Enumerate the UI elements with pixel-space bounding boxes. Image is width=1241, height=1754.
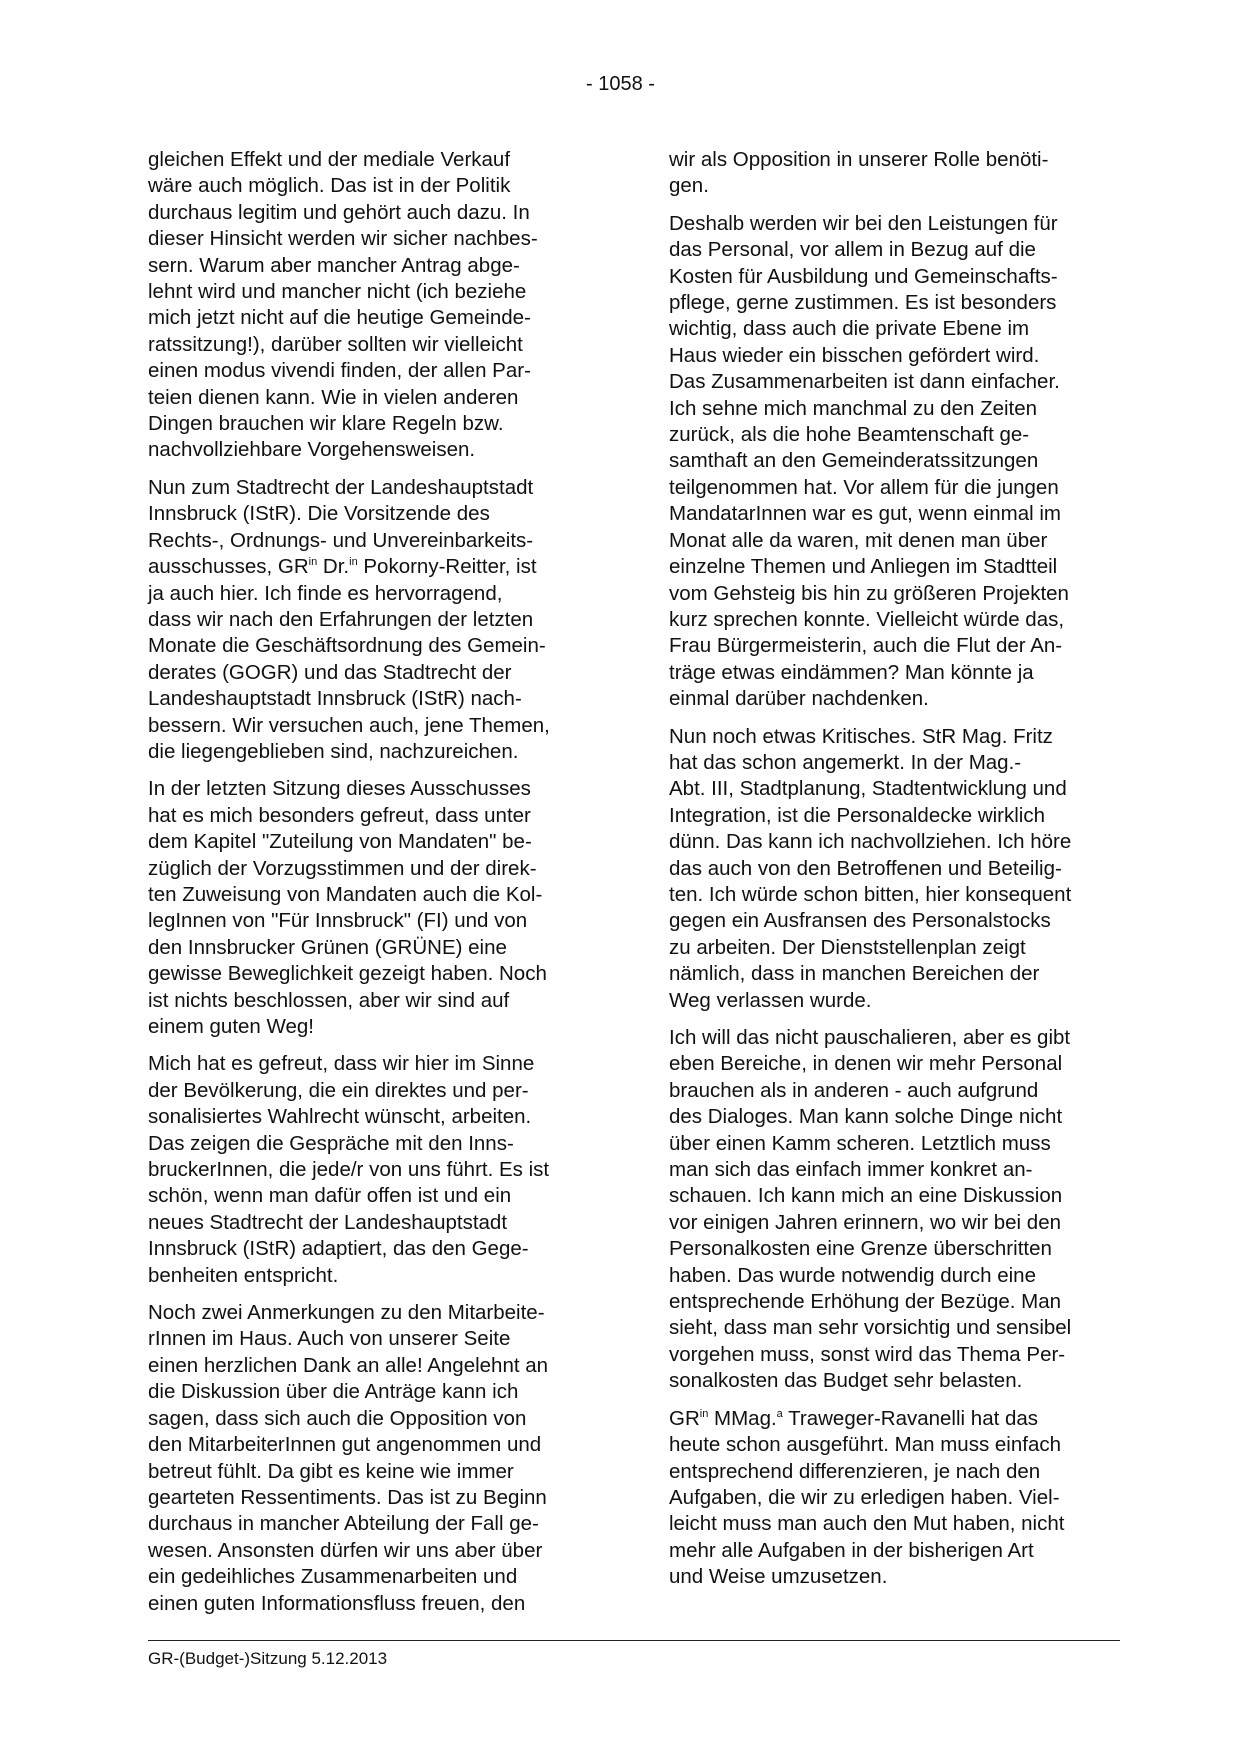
text-line: sonalisiertes Wahlrecht wünscht, arbeiten. bbox=[148, 1105, 532, 1129]
text-line: In der letzten Sitzung dieses Ausschusses bbox=[148, 777, 531, 801]
text-line: Ich will das nicht pauschalieren, aber es gibt bbox=[669, 1026, 1071, 1049]
text-line: Deshalb werden wir bei den Leistungen für bbox=[669, 211, 1058, 235]
text-line: Personalkosten eine Grenze überschritten bbox=[669, 1237, 1052, 1261]
text-line: bruckerInnen, die jede/r von uns führt. Es ist bbox=[148, 1158, 550, 1182]
text-line: einzelne Themen und Anliegen im Stadtteil bbox=[669, 555, 1058, 579]
text-line: durchaus in mancher Abteilung der Fall ge- bbox=[148, 1512, 539, 1536]
text-line: hat es mich besonders gefreut, dass unter bbox=[148, 803, 531, 827]
text-line: dem Kapitel "Zuteilung von Mandaten" be- bbox=[148, 830, 532, 854]
text-line: die liegengeblieben sind, nachzureichen. bbox=[148, 739, 519, 763]
superscript: in bbox=[308, 556, 318, 569]
text-line: ten. Ich würde schon bitten, hier konsequent bbox=[669, 882, 1072, 906]
text-line: nämlich, dass in manchen Bereichen der bbox=[669, 962, 1040, 986]
text-line: nachvollziehbare Vorgehensweisen. bbox=[148, 438, 476, 462]
text-line: das Personal, vor allem in Bezug auf die bbox=[669, 238, 1036, 262]
superscript: in bbox=[699, 1407, 709, 1420]
footer-session-label: GR-(Budget-)Sitzung 5.12.2013 bbox=[148, 1649, 388, 1668]
text-line bbox=[148, 554, 596, 580]
text-line: leicht muss man auch den Mut haben, nicht bbox=[669, 1512, 1065, 1536]
text-line: Kosten für Ausbildung und Gemeinschafts- bbox=[669, 264, 1058, 288]
text-line: mehr alle Aufgaben in der bisherigen Art bbox=[669, 1538, 1034, 1562]
text-segment: GR bbox=[669, 1406, 700, 1430]
left-column bbox=[148, 147, 596, 1628]
text-line: vom Gehsteig bis hin zu größeren Projekten bbox=[669, 581, 1069, 605]
text-line: MandatarInnen war es gut, wenn einmal im bbox=[669, 502, 1061, 526]
text-line: ten Zuweisung von Mandaten auch die Kol- bbox=[148, 882, 543, 906]
text-line: sagen, dass sich auch die Opposition von bbox=[148, 1406, 527, 1430]
paragraph bbox=[669, 211, 1117, 713]
text-line: Monat alle da waren, mit denen man über bbox=[669, 528, 1048, 552]
text-line: Ich sehne mich manchmal zu den Zeiten bbox=[669, 396, 1038, 420]
text-line: benheiten entspricht. bbox=[148, 1263, 339, 1287]
text-line: neues Stadtrecht der Landeshauptstadt bbox=[148, 1210, 508, 1234]
text-line: teilgenommen hat. Vor allem für die jungen bbox=[669, 475, 1059, 499]
text-line: über einen Kamm scheren. Letztlich muss bbox=[669, 1131, 1051, 1155]
text-line: kurz sprechen konnte. Vielleicht würde das, bbox=[669, 607, 1065, 631]
text-line: lehnt wird und mancher nicht (ich beziehe bbox=[148, 280, 527, 304]
text-line: eben Bereiche, in denen wir mehr Personal bbox=[669, 1052, 1063, 1076]
text-segment: Traweger-Ravanelli hat das bbox=[782, 1406, 1039, 1430]
text-line: teien dienen kann. Wie in vielen anderen bbox=[148, 385, 519, 409]
text-line: Innsbruck (IStR) adaptiert, das den Gege- bbox=[148, 1237, 529, 1261]
text-line: wesen. Ansonsten dürfen wir uns aber über bbox=[148, 1538, 543, 1562]
text-line: sieht, dass man sehr vorsichtig und sensibel bbox=[669, 1316, 1072, 1340]
text-line: vorgehen muss, sonst wird das Thema Per- bbox=[669, 1342, 1066, 1366]
text-line: gegen ein Ausfransen des Personalstocks bbox=[669, 909, 1051, 933]
text-line: Haus wieder ein bisschen gefördert wird. bbox=[669, 343, 1040, 367]
paragraph bbox=[669, 147, 1117, 200]
text-line: betreut fühlt. Da gibt es keine wie immer bbox=[148, 1459, 514, 1483]
text-line: züglich der Vorzugsstimmen und der direk- bbox=[148, 856, 537, 880]
text-line: einen herzlichen Dank an alle! Angelehnt an bbox=[148, 1353, 549, 1377]
text-line: pflege, gerne zustimmen. Es ist besonders bbox=[669, 291, 1057, 315]
text-line: dass wir nach den Erfahrungen der letzten bbox=[148, 607, 534, 631]
text-line: den Innsbrucker Grünen (GRÜNE) eine bbox=[148, 935, 507, 959]
text-line: des Dialoges. Man kann solche Dinge nicht bbox=[669, 1105, 1063, 1129]
text-line: Frau Bürgermeisterin, auch die Flut der An- bbox=[669, 634, 1063, 658]
text-line: sonalkosten das Budget sehr belasten. bbox=[669, 1369, 1023, 1393]
text-line bbox=[669, 1406, 1117, 1432]
text-line: haben. Das wurde notwendig durch eine bbox=[669, 1263, 1036, 1287]
text-line: wichtig, dass auch die private Ebene im bbox=[669, 317, 1030, 341]
paragraph bbox=[669, 1406, 1117, 1591]
text-line: die Diskussion über die Anträge kann ich bbox=[148, 1380, 519, 1404]
text-segment: Dr. bbox=[317, 555, 350, 579]
text-line: einen modus vivendi finden, der allen Par- bbox=[148, 359, 531, 383]
text-line: einem guten Weg! bbox=[148, 1015, 315, 1038]
text-line: Dingen brauchen wir klare Regeln bzw. bbox=[148, 412, 504, 436]
text-line: Rechts-, Ordnungs- und Unvereinbarkeits- bbox=[148, 528, 534, 552]
text-line: gewisse Beweglichkeit gezeigt haben. Noch bbox=[148, 962, 547, 986]
text-line: sern. Warum aber mancher Antrag abge- bbox=[148, 253, 520, 277]
text-line: Innsbruck (IStR). Die Vorsitzende des bbox=[148, 502, 490, 526]
text-line: legInnen von "Für Innsbruck" (FI) und von bbox=[148, 909, 528, 933]
text-line: mich jetzt nicht auf die heutige Gemeinde- bbox=[148, 306, 531, 330]
text-line: entsprechend differenzieren, je nach den bbox=[669, 1459, 1041, 1483]
text-line: der Bevölkerung, die ein direktes und per- bbox=[148, 1078, 529, 1102]
text-line: brauchen als in anderen - auch aufgrund bbox=[669, 1078, 1039, 1102]
text-line: einmal darüber nachdenken. bbox=[669, 687, 929, 711]
text-line: Aufgaben, die wir zu erledigen haben. Viel- bbox=[669, 1485, 1060, 1509]
paragraph bbox=[148, 776, 596, 1040]
page-number: - 1058 - bbox=[586, 73, 655, 95]
text-line: träge etwas eindämmen? Man könnte ja bbox=[669, 660, 1034, 684]
text-line: man sich das einfach immer konkret an- bbox=[669, 1158, 1033, 1182]
paragraph bbox=[669, 724, 1117, 1014]
text-line: hat das schon angemerkt. In der Mag.- bbox=[669, 750, 1022, 774]
text-segment: ausschusses, GR bbox=[148, 555, 309, 579]
text-line: bessern. Wir versuchen auch, jene Themen, bbox=[148, 713, 550, 737]
text-line: zurück, als die hohe Beamtenschaft ge- bbox=[669, 423, 1030, 447]
text-line: wäre auch möglich. Das ist in der Politik bbox=[148, 174, 511, 198]
text-line: durchaus legitim und gehört auch dazu. In bbox=[148, 200, 530, 224]
text-line: Nun zum Stadtrecht der Landeshauptstadt bbox=[148, 475, 534, 499]
text-line: gearteten Ressentiments. Das ist zu Beginn bbox=[148, 1485, 547, 1509]
superscript: in bbox=[349, 556, 358, 569]
paragraph bbox=[148, 147, 596, 464]
text-line: einen guten Informationsfluss freuen, den bbox=[148, 1591, 526, 1615]
text-line: ja auch hier. Ich finde es hervorragend, bbox=[148, 581, 503, 605]
text-line: Noch zwei Anmerkungen zu den Mitarbeite- bbox=[148, 1301, 545, 1325]
text-line: Das zeigen die Gespräche mit den Inns- bbox=[148, 1131, 514, 1155]
footer-divider bbox=[148, 1640, 1120, 1641]
text-line: den MitarbeiterInnen gut angenommen und bbox=[148, 1433, 542, 1457]
text-line: das auch von den Betroffenen und Beteilig- bbox=[669, 856, 1062, 880]
text-line: Nun noch etwas Kritisches. StR Mag. Fritz bbox=[669, 724, 1053, 748]
text-segment: MMag. bbox=[708, 1406, 777, 1430]
text-line: schön, wenn man dafür offen ist und ein bbox=[148, 1184, 512, 1208]
text-line: ein gedeihliches Zusammenarbeiten und bbox=[148, 1565, 518, 1589]
text-line: derates (GOGR) und das Stadtrecht der bbox=[148, 660, 512, 684]
paragraph bbox=[148, 1300, 596, 1617]
text-line: rInnen im Haus. Auch von unserer Seite bbox=[148, 1327, 511, 1351]
superscript: a bbox=[776, 1407, 783, 1420]
text-line: vor einigen Jahren erinnern, wo wir bei den bbox=[669, 1210, 1062, 1234]
text-line: Monate die Geschäftsordnung des Gemein- bbox=[148, 634, 546, 658]
text-line: und Weise umzusetzen. bbox=[669, 1565, 888, 1589]
text-line: Integration, ist die Personaldecke wirklich bbox=[669, 803, 1046, 827]
text-line: gleichen Effekt und der mediale Verkauf bbox=[148, 148, 511, 171]
paragraph bbox=[148, 1051, 596, 1289]
text-line: samthaft an den Gemeinderatssitzungen bbox=[669, 449, 1039, 473]
text-line: heute schon ausgeführt. Man muss einfach bbox=[669, 1433, 1062, 1457]
text-line: gen. bbox=[669, 174, 709, 198]
text-line: Mich hat es gefreut, dass wir hier im Sinne bbox=[148, 1052, 535, 1076]
text-line: dünn. Das kann ich nachvollziehen. Ich höre bbox=[669, 830, 1072, 854]
text-segment: Pokorny-Reitter, ist bbox=[357, 555, 537, 579]
text-line: ratssitzung!), darüber sollten wir vielleicht bbox=[148, 332, 523, 356]
text-line: ist nichts beschlossen, aber wir sind auf bbox=[148, 988, 510, 1012]
text-line: wir als Opposition in unserer Rolle benöti- bbox=[669, 148, 1049, 171]
text-line: Weg verlassen wurde. bbox=[669, 988, 872, 1012]
text-line: schauen. Ich kann mich an eine Diskussion bbox=[669, 1184, 1063, 1208]
text-line: Das Zusammenarbeiten ist dann einfacher. bbox=[669, 370, 1060, 394]
right-column bbox=[669, 147, 1117, 1602]
paragraph bbox=[669, 1025, 1117, 1395]
text-line: entsprechende Erhöhung der Bezüge. Man bbox=[669, 1290, 1062, 1314]
text-line: Abt. III, Stadtplanung, Stadtentwicklung und bbox=[669, 777, 1067, 801]
text-line: dieser Hinsicht werden wir sicher nachbes- bbox=[148, 227, 538, 251]
paragraph bbox=[148, 475, 596, 765]
text-line: zu arbeiten. Der Dienststellenplan zeigt bbox=[669, 935, 1026, 959]
text-line: Landeshauptstadt Innsbruck (IStR) nach- bbox=[148, 687, 522, 711]
